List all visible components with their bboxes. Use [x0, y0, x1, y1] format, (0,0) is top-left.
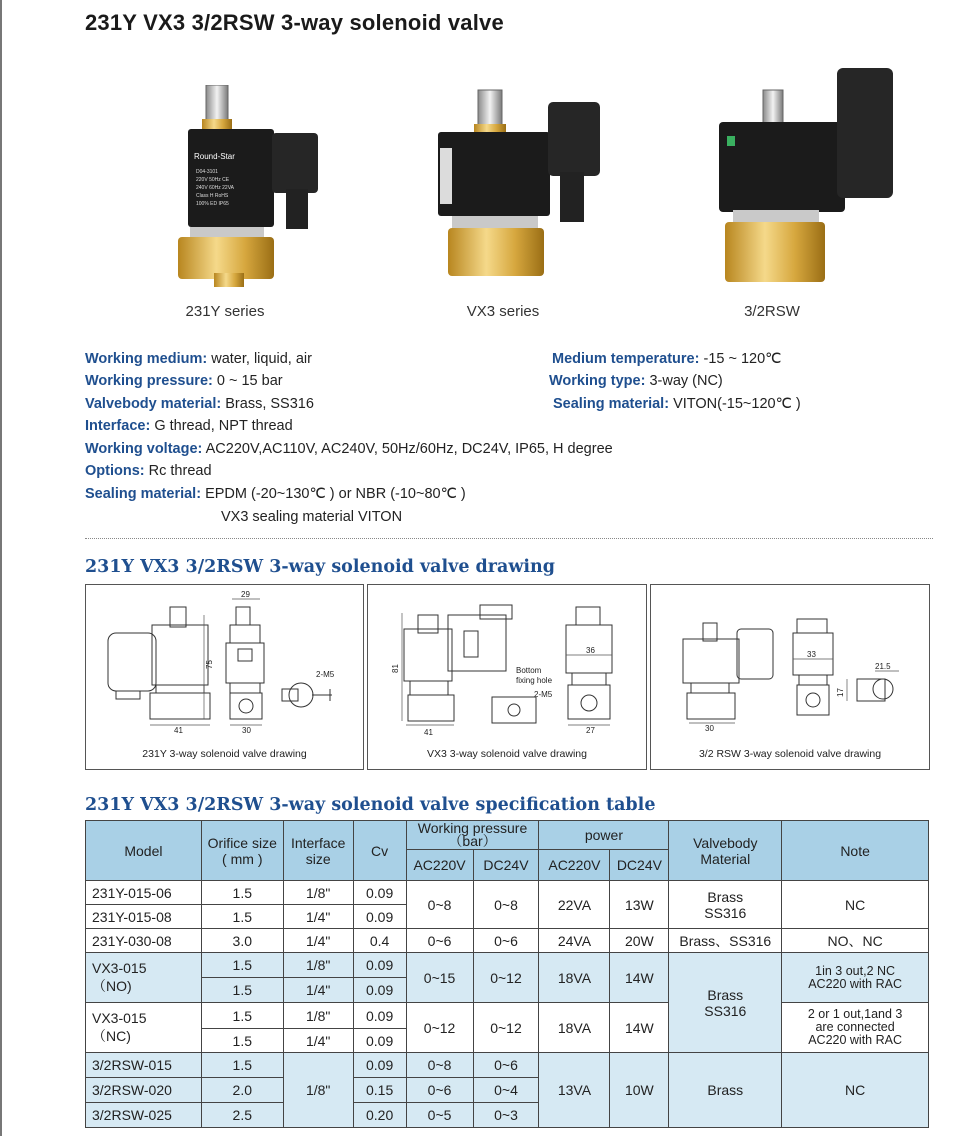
cell-interface: 1/8" — [283, 953, 353, 978]
cell-pressure-ac: 0~6 — [406, 929, 473, 953]
cell-cv: 0.15 — [353, 1078, 406, 1103]
cell-pressure-dc: 0~8 — [473, 881, 539, 929]
table-section-title: 231Y VX3 3/2RSW 3-way solenoid valve specification table — [85, 795, 656, 815]
product-caption-32rsw: 3/2RSW — [744, 303, 800, 320]
product-photo-32rsw — [705, 68, 905, 288]
cell-orifice: 1.5 — [201, 1053, 283, 1078]
spec-value: 0 ~ 15 bar — [216, 373, 283, 389]
cell-interface: 1/4" — [283, 929, 353, 953]
cell-body: Brass、SS316 — [669, 929, 782, 953]
cell-note: NC — [782, 881, 929, 929]
cell-model: 231Y-030-08 — [86, 929, 202, 953]
cell-line: 1in 3 out,2 NC — [815, 963, 896, 978]
cell-note — [782, 1003, 929, 1053]
table-row — [86, 953, 929, 978]
cell-orifice: 1.5 — [201, 905, 283, 929]
cell-pressure-dc: 0~6 — [473, 929, 539, 953]
drawing-panel-vx3 — [367, 584, 647, 770]
spec-working-voltage — [85, 441, 613, 457]
cell-body: Brass — [669, 1053, 782, 1128]
th-note: Note — [782, 821, 929, 881]
spec-value: 3-way (NC) — [649, 373, 723, 389]
cell-line: VX3-015 — [92, 959, 147, 976]
spec-value: EPDM (-20~130℃ ) or NBR (-10~80℃ ) — [205, 486, 466, 502]
cell-interface: 1/4" — [283, 978, 353, 1003]
spec-key: Sealing material — [85, 486, 197, 502]
spec-key: Working type — [549, 373, 641, 389]
cell-model — [86, 953, 202, 1003]
cell-power-ac: 13VA — [539, 1053, 610, 1128]
drawing-panel-231y — [85, 584, 364, 770]
cell-orifice: 2.0 — [201, 1078, 283, 1103]
cell-pressure-ac: 0~15 — [406, 953, 473, 1003]
cell-model: 3/2RSW-020 — [86, 1078, 202, 1103]
cell-pressure-ac: 0~6 — [406, 1078, 473, 1103]
spec-key: Options — [85, 463, 140, 479]
label-brand: Round-Star — [194, 152, 235, 161]
cell-cv: 0.09 — [353, 1053, 406, 1078]
spec-interface — [85, 418, 293, 434]
cell-orifice: 1.5 — [201, 881, 283, 905]
spec-key: Medium temperature — [552, 351, 695, 367]
spec-valvebody-material — [85, 396, 314, 412]
cell-cv: 0.09 — [353, 953, 406, 978]
dim-label: 41 — [174, 726, 183, 735]
cell-interface: 1/4" — [283, 905, 353, 929]
cell-note: NO、NC — [782, 929, 929, 953]
label-line: 100% ED IP65 — [196, 201, 229, 207]
spec-sep: : — [208, 373, 213, 389]
cell-model — [86, 1003, 202, 1053]
cell-power-ac: 18VA — [539, 953, 610, 1003]
cell-line: VX3-015 — [92, 1009, 147, 1026]
cell-cv: 0.4 — [353, 929, 406, 953]
cell-interface: 1/8" — [283, 1003, 353, 1029]
spec-sep: : — [640, 373, 646, 389]
spec-working-type — [549, 373, 723, 389]
drawing-vx3 — [368, 585, 646, 745]
spec-working-medium — [85, 351, 312, 367]
th-body — [669, 821, 782, 881]
cell-pressure-dc: 0~3 — [473, 1103, 539, 1128]
cell-cv: 0.09 — [353, 1003, 406, 1029]
spec-key: Working voltage — [85, 441, 198, 457]
spec-value: -15 ~ 120℃ — [703, 351, 782, 367]
dim-label: 75 — [205, 660, 214, 669]
cell-interface: 1/4" — [283, 1029, 353, 1053]
label-line: 220V 50Hz CE — [196, 177, 230, 183]
cell-power-ac: 18VA — [539, 1003, 610, 1053]
spec-sep: : — [216, 396, 222, 412]
cell-note — [782, 953, 929, 1003]
cell-line: AC220 with RAC — [808, 1033, 902, 1047]
spec-sep: : — [664, 396, 670, 412]
drawing-32rsw — [651, 585, 929, 745]
table-row — [86, 929, 929, 953]
label-line: Class H RoHS — [196, 193, 229, 199]
cell-power-dc: 14W — [610, 1003, 669, 1053]
th-dc24: DC24V — [610, 850, 669, 881]
drawing-caption: 231Y 3-way solenoid valve drawing — [142, 748, 307, 760]
spec-table — [85, 820, 929, 1128]
cell-pressure-ac: 0~5 — [406, 1103, 473, 1128]
dim-label: Bottom — [516, 666, 542, 675]
drawing-caption: VX3 3-way solenoid valve drawing — [427, 748, 587, 760]
section-divider — [85, 538, 933, 539]
th-power: power — [539, 821, 669, 850]
cell-orifice: 1.5 — [201, 953, 283, 978]
cell-power-ac: 24VA — [539, 929, 610, 953]
drawing-panel-32rsw — [650, 584, 930, 770]
spec-working-pressure — [85, 373, 283, 389]
spec-value: Brass, SS316 — [225, 396, 314, 412]
cell-pressure-dc: 0~4 — [473, 1078, 539, 1103]
cell-interface: 1/8" — [283, 881, 353, 905]
spec-medium-temperature — [552, 351, 781, 367]
table-row — [86, 1003, 929, 1029]
th-line: Interface — [290, 834, 346, 851]
spec-value: AC220V,AC110V, AC240V, 50Hz/60Hz, DC24V, IP65, H degree — [205, 441, 613, 457]
table-row — [86, 1053, 929, 1078]
cell-line: SS316 — [704, 1002, 747, 1019]
cell-pressure-dc: 0~6 — [473, 1053, 539, 1078]
cell-line: are connected — [815, 1020, 895, 1034]
page-title: 231Y VX3 3/2RSW 3-way solenoid valve — [85, 10, 504, 35]
cell-orifice: 1.5 — [201, 1029, 283, 1053]
cell-model: 231Y-015-08 — [86, 905, 202, 929]
cell-line: Brass — [707, 986, 744, 1003]
dim-label: 17 — [836, 688, 845, 697]
product-caption-vx3: VX3 series — [466, 303, 540, 320]
dim-label: 41 — [424, 728, 433, 737]
th-interface — [283, 821, 353, 881]
th-line: Orifice size — [207, 834, 277, 851]
drawing-231y — [86, 585, 363, 745]
cell-cv: 0.09 — [353, 1029, 406, 1053]
spec-options — [85, 463, 212, 479]
cell-line: （NO) — [92, 977, 132, 994]
cell-model: 231Y-015-06 — [86, 881, 202, 905]
cell-interface: 1/8" — [283, 1053, 353, 1128]
spec-key: Working medium — [85, 351, 203, 367]
cell-line: SS316 — [704, 904, 747, 921]
cell-cv: 0.09 — [353, 881, 406, 905]
spec-sealing-extra: VX3 sealing material VITON — [221, 509, 403, 525]
spec-value: VITON(-15~120℃ ) — [673, 396, 801, 412]
spec-key: Working pressure — [85, 373, 209, 389]
product-photo-vx3 — [432, 88, 607, 288]
dim-label: fixing hole — [516, 676, 553, 685]
cell-pressure-ac: 0~12 — [406, 1003, 473, 1053]
spec-sep: : — [202, 351, 208, 367]
left-margin-rule — [0, 0, 2, 1136]
dim-label: 27 — [586, 726, 595, 735]
cell-power-dc: 14W — [610, 953, 669, 1003]
cell-pressure-ac: 0~8 — [406, 881, 473, 929]
spec-sep: : — [145, 418, 151, 434]
label-line: D04-3101 — [196, 169, 218, 175]
cell-pressure-dc: 0~12 — [473, 1003, 539, 1053]
th-dc24: DC24V — [473, 850, 539, 881]
cell-power-dc: 13W — [610, 881, 669, 929]
cell-pressure-dc: 0~12 — [473, 953, 539, 1003]
product-photo-231y — [168, 85, 338, 290]
dim-label: 29 — [241, 590, 250, 599]
product-caption-231y: 231Y series — [185, 303, 265, 320]
cell-line: 2 or 1 out,1and 3 — [807, 1007, 903, 1021]
spec-sep: : — [196, 486, 202, 502]
cell-line: AC220 with RAC — [808, 976, 902, 991]
dim-label: 36 — [586, 646, 595, 655]
cell-orifice: 2.5 — [201, 1103, 283, 1128]
cell-orifice: 1.5 — [201, 1003, 283, 1029]
dim-label: 30 — [705, 724, 714, 733]
cell-line: （NC) — [92, 1027, 131, 1044]
th-line: Valvebody — [693, 834, 758, 851]
th-line: Material — [700, 850, 751, 867]
cell-body — [669, 953, 782, 1053]
th-line: size — [305, 850, 331, 867]
spec-sealing-material — [85, 486, 466, 502]
dim-label: 2-M5 — [316, 670, 335, 679]
cell-cv: 0.20 — [353, 1103, 406, 1128]
th-orifice — [201, 821, 283, 881]
spec-sep: : — [694, 351, 700, 367]
th-cv: Cv — [353, 821, 406, 881]
spec-value: G thread, NPT thread — [154, 418, 293, 434]
th-ac220: AC220V — [406, 850, 473, 881]
th-line: ( mm ) — [222, 850, 263, 867]
th-ac220: AC220V — [539, 850, 610, 881]
cell-model: 3/2RSW-015 — [86, 1053, 202, 1078]
cell-orifice: 1.5 — [201, 978, 283, 1003]
cell-power-ac: 22VA — [539, 881, 610, 929]
cell-orifice: 3.0 — [201, 929, 283, 953]
spec-key: Sealing material — [553, 396, 665, 412]
cell-body — [669, 881, 782, 929]
cell-line: Brass — [707, 888, 744, 905]
label-line: 240V 60Hz 22VA — [196, 185, 234, 191]
spec-sep: : — [139, 463, 145, 479]
spec-value: water, liquid, air — [211, 351, 312, 367]
cell-pressure-ac: 0~8 — [406, 1053, 473, 1078]
drawing-section-title: 231Y VX3 3/2RSW 3-way solenoid valve drawing — [85, 557, 556, 577]
dim-label: 21.5 — [875, 662, 891, 671]
cell-cv: 0.09 — [353, 905, 406, 929]
spec-value: Rc thread — [148, 463, 212, 479]
cell-model: 3/2RSW-025 — [86, 1103, 202, 1128]
spec-sealing-material-right — [553, 396, 801, 412]
cell-power-dc: 10W — [610, 1053, 669, 1128]
spec-key: Interface — [85, 418, 146, 434]
drawing-caption: 3/2 RSW 3-way solenoid valve drawing — [698, 748, 882, 760]
spec-sep: : — [197, 441, 203, 457]
cell-cv: 0.09 — [353, 978, 406, 1003]
cell-note: NC — [782, 1053, 929, 1128]
table-row — [86, 881, 929, 905]
dim-label: 30 — [242, 726, 251, 735]
cell-power-dc: 20W — [610, 929, 669, 953]
th-pressure: Working pressure（bar） — [406, 821, 539, 850]
spec-key: Valvebody material — [85, 396, 217, 412]
dim-label: 33 — [807, 650, 816, 659]
dim-label: 81 — [391, 664, 400, 673]
dim-label: 2-M5 — [534, 690, 553, 699]
th-model: Model — [86, 821, 202, 881]
